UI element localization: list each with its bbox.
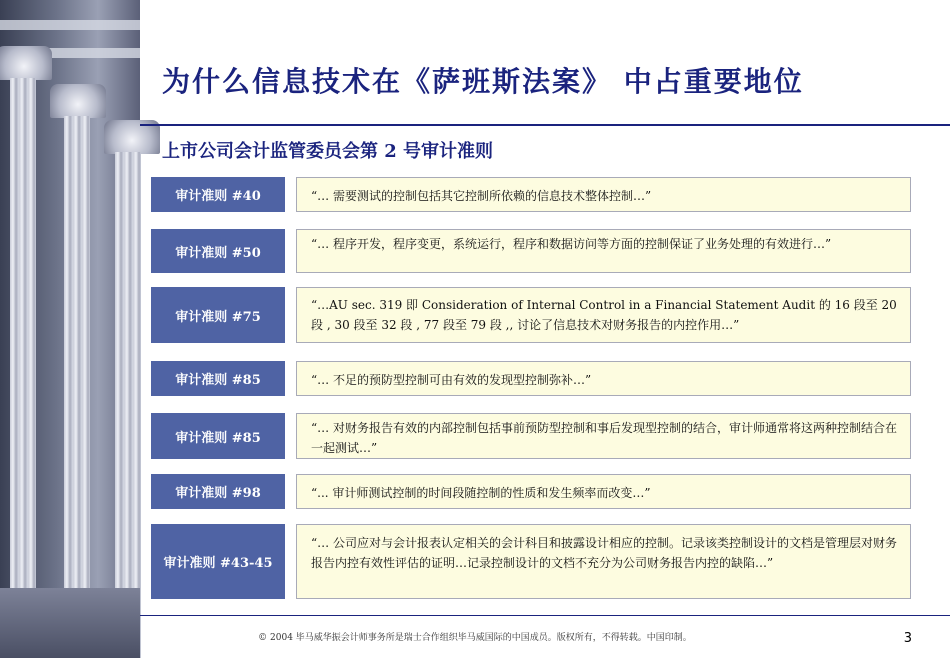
standard-label: 审计准则 #98 [151,474,285,509]
page-subtitle: 上市公司会计监管委员会第 2 号审计准则 [162,141,494,162]
standard-label: 审计准则 #75 [151,287,285,343]
standard-row [151,287,911,343]
standard-quote: “… 不足的预防型控制可由有效的发现型控制弥补…” [296,361,911,396]
standard-label: 审计准则 #85 [151,413,285,459]
column-shaft [64,116,90,658]
standard-row [151,177,911,212]
standard-quote: “… 需要测试的控制包括其它控制所依赖的信息技术整体控制…” [296,177,911,212]
title-divider [140,124,950,126]
standard-quote: “… 对财务报告有效的内部控制包括事前预防型控制和事后发现型控制的结合，审计师通常将这两种控制结合在一起测试…” [296,413,911,459]
standard-label: 审计准则 #85 [151,361,285,396]
standard-quote: “… 程序开发，程序变更，系统运行，程序和数据访问等方面的控制保证了业务处理的有效进行…” [296,229,911,273]
footer-divider [140,615,950,616]
page-number: 3 [903,631,912,646]
standard-quote: “…AU sec. 319 即 Consideration of Internal Control in a Financial Statement Audit 的 16 段至 20 段 , 30 段至 32 段 , 77 段至 79 段 ,, 讨论了信息技术对财务报告的内控作用…” [296,287,911,343]
columns-image [0,0,140,658]
standard-row [151,524,911,599]
column-base [0,588,140,658]
standard-quote: “… 公司应对与会计报表认定相关的会计科目和披露设计相应的控制。记录该类控制设计的文档是管理层对财务报告内控有效性评估的证明…记录控制设计的文档不充分为公司财务报告内控的缺陷…” [296,524,911,599]
standard-row [151,229,911,273]
column-capital [50,84,106,118]
column-capital [0,46,52,80]
standard-label: 审计准则 #50 [151,229,285,273]
standard-row [151,413,911,459]
standard-row [151,474,911,509]
column-shaft [115,152,141,658]
entablature [0,20,140,30]
column-shaft [10,78,36,658]
standard-quote: “... 审计师测试控制的时间段随控制的性质和发生频率而改变…” [296,474,911,509]
standard-label: 审计准则 #40 [151,177,285,212]
standard-row [151,361,911,396]
copyright-footer: © 2004 毕马威华振会计师事务所是瑞士合作组织毕马威国际的中国成员。版权所有，不得转载。中国印制。 [258,633,692,643]
page-title: 为什么信息技术在《萨班斯法案》 中占重要地位 [162,65,804,98]
standard-label: 审计准则 #43-45 [151,524,285,599]
